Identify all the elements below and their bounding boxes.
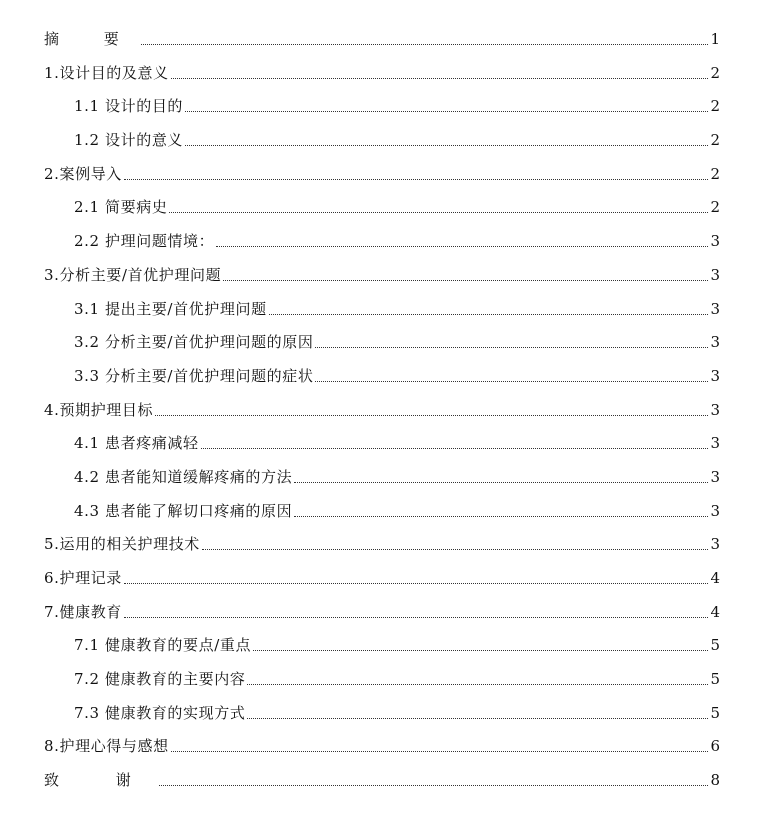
toc-page-number: 8 [710, 771, 720, 790]
toc-page-number: 5 [710, 636, 720, 655]
toc-entry-label: 8.护理心得与感想 [44, 737, 169, 756]
toc-page-number: 4 [710, 602, 720, 621]
toc-entry-label: 6.护理记录 [44, 569, 122, 587]
toc-entry-label: 1.1 设计的目的 [74, 97, 184, 116]
toc-entry-label: 2.2 护理问题情境： [74, 232, 215, 251]
toc-entry-label: 7.2 健康教育的主要内容 [74, 670, 246, 689]
dot-leader [269, 314, 708, 315]
toc-page-number: 2 [710, 97, 720, 116]
toc-entry-label: 3.3 分析主要/首优护理问题的症状 [74, 366, 314, 385]
toc-page-number: 3 [710, 366, 720, 385]
toc-page-number: 3 [710, 434, 720, 453]
toc-entry-label: 7.健康教育 [44, 602, 122, 621]
toc-page-number: 3 [710, 232, 720, 251]
dot-leader [223, 280, 708, 281]
toc-entry-label: 4.3 患者能了解切口疼痛的原因 [74, 501, 293, 520]
toc-entry-label: 7.3 健康教育的实现方式 [74, 703, 246, 722]
dot-leader [124, 583, 708, 584]
toc-entry-section-2-1[interactable] [0, 190, 760, 224]
dot-leader [253, 650, 708, 651]
dot-leader [247, 684, 708, 685]
dot-leader [202, 549, 708, 550]
dot-leader [294, 482, 708, 483]
toc-entry-label: 3.2 分析主要/首优护理问题的原因 [74, 333, 314, 352]
toc-page-number: 6 [710, 737, 720, 756]
toc-entry-label: 4.预期护理目标 [44, 400, 154, 419]
dot-leader [294, 516, 708, 517]
toc-entry-label: 4.2 患者能知道缓解疼痛的方法 [74, 467, 293, 486]
toc-entry-acknowledgements[interactable] [0, 763, 760, 797]
toc-entry-section-8[interactable] [0, 729, 760, 763]
toc-entry-section-1-2[interactable] [0, 123, 760, 157]
toc-page-number: 2 [710, 131, 720, 150]
toc-page-number: 3 [710, 467, 720, 486]
toc-entry-label: 致 谢 [44, 771, 157, 790]
toc-page-number: 1 [710, 30, 720, 48]
toc-page-number: 3 [710, 299, 720, 318]
toc-page-number: 3 [710, 333, 720, 352]
toc-entry-section-4-2[interactable] [0, 460, 760, 494]
toc-entry-section-3[interactable] [0, 258, 760, 292]
toc-entry-section-1-1[interactable] [0, 89, 760, 123]
toc-entry-section-7-2[interactable] [0, 662, 760, 696]
table-of-contents [0, 22, 760, 797]
toc-entry-label: 3.分析主要/首优护理问题 [44, 265, 222, 284]
toc-entry-label: 3.1 提出主要/首优护理问题 [74, 299, 267, 318]
toc-page-number: 2 [710, 198, 720, 217]
toc-entry-label: 2.案例导入 [44, 164, 122, 183]
toc-entry-label: 1.2 设计的意义 [74, 131, 184, 150]
dot-leader [247, 718, 708, 719]
toc-entry-label: 摘 要 [44, 30, 139, 48]
toc-entry-section-3-3[interactable] [0, 359, 760, 393]
toc-page-number: 3 [710, 265, 720, 284]
dot-leader [185, 145, 708, 146]
dot-leader [124, 617, 708, 618]
dot-leader [159, 785, 708, 786]
dot-leader [171, 751, 708, 752]
toc-entry-label: 1.设计目的及意义 [44, 63, 169, 82]
toc-entry-section-3-1[interactable] [0, 292, 760, 326]
toc-entry-section-1[interactable] [0, 56, 760, 90]
toc-entry-section-4[interactable] [0, 393, 760, 427]
dot-leader [201, 448, 708, 449]
toc-page-number: 3 [710, 501, 720, 520]
dot-leader [185, 111, 708, 112]
dot-leader [124, 179, 708, 180]
toc-page-number: 2 [710, 164, 720, 183]
toc-entry-section-2[interactable] [0, 157, 760, 191]
toc-entry-section-7-3[interactable] [0, 696, 760, 730]
toc-entry-label: 2.1 简要病史 [74, 198, 168, 217]
toc-entry-section-5[interactable] [0, 527, 760, 561]
toc-entry-label: 4.1 患者疼痛减轻 [74, 434, 199, 453]
toc-entry-section-3-2[interactable] [0, 325, 760, 359]
toc-entry-label: 7.1 健康教育的要点/重点 [74, 636, 252, 655]
toc-entry-abstract[interactable] [0, 22, 760, 56]
dot-leader [216, 246, 708, 247]
dot-leader [315, 347, 708, 348]
dot-leader [315, 381, 708, 382]
toc-page-number: 5 [710, 703, 720, 722]
toc-page-number: 3 [710, 400, 720, 419]
toc-entry-section-4-3[interactable] [0, 494, 760, 528]
dot-leader [169, 212, 708, 213]
dot-leader [171, 78, 708, 79]
toc-page-number: 2 [710, 63, 720, 82]
toc-entry-section-6[interactable] [0, 561, 760, 595]
toc-entry-section-2-2[interactable] [0, 224, 760, 258]
toc-page-number: 3 [710, 535, 720, 554]
dot-leader [141, 44, 708, 45]
toc-entry-section-4-1[interactable] [0, 426, 760, 460]
dot-leader [155, 415, 708, 416]
toc-entry-label: 5.运用的相关护理技术 [44, 535, 200, 554]
toc-entry-section-7[interactable] [0, 595, 760, 629]
toc-page-number: 5 [710, 670, 720, 689]
toc-page-number: 4 [710, 569, 720, 587]
toc-entry-section-7-1[interactable] [0, 628, 760, 662]
